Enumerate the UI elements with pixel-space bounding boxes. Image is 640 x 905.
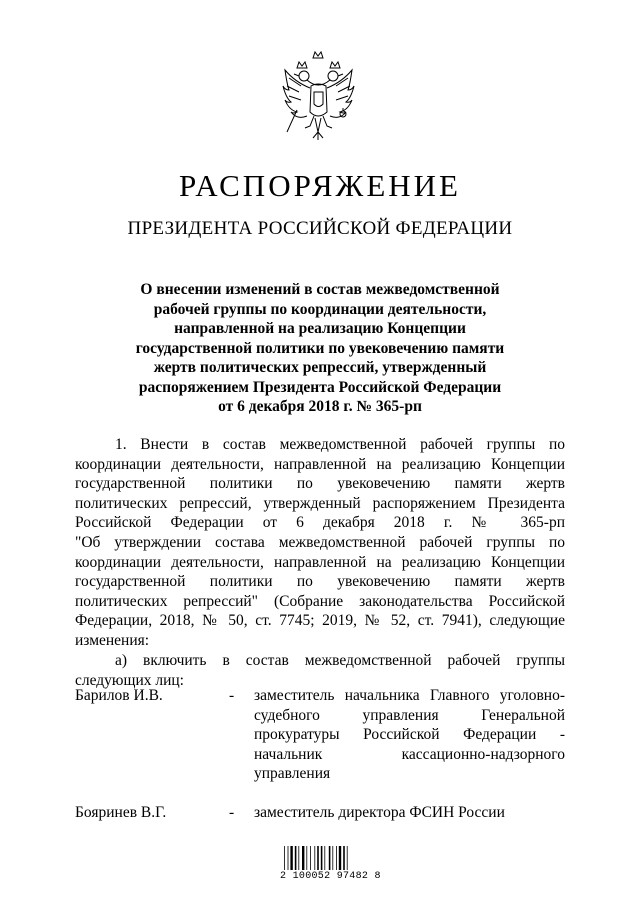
barcode-bar [306, 846, 307, 870]
coat-of-arms-icon [277, 50, 360, 150]
barcode-number: 2 100052 97482 8 [280, 871, 381, 882]
member-name: Барилов И.В. [75, 687, 163, 704]
document-type-heading: РАСПОРЯЖЕНИЕ [179, 168, 461, 203]
title-line: направленной на реализацию Концепции [174, 320, 466, 337]
barcode-bar [332, 846, 333, 870]
member-position [254, 803, 565, 823]
barcode-bar [324, 846, 325, 870]
paragraph-line: "Об утверждении состава межведомственной рабочей группы по [75, 533, 565, 551]
paragraph-1 [75, 435, 565, 651]
paragraph-line: следующих лиц: [75, 671, 184, 689]
barcode-bar [329, 846, 331, 870]
barcode-bar [284, 846, 285, 870]
paragraph-line: политических репрессий" (Собрание законодательства Российской [75, 592, 565, 610]
entry-dash: - [229, 687, 235, 704]
barcode-bar [295, 846, 297, 870]
paragraph-line: изменения: [75, 631, 150, 649]
barcode-bar [302, 846, 304, 870]
paragraph-line: 1. Внести в состав межведомственной рабочей группы по [115, 436, 565, 453]
title-line: жертв политических репрессий, утвержденный [153, 359, 487, 376]
paragraph-line: Российской Федерации от 6 декабря 2018 г. № 365-рп [75, 514, 565, 532]
position-line: управления [254, 765, 331, 783]
barcode-bar [343, 846, 345, 870]
barcode-bar [339, 846, 341, 870]
position-line: заместитель начальника Главного уголовно- [254, 687, 565, 704]
paragraph-line: государственной политики по увековечению памяти жертв [75, 475, 565, 493]
paragraph-line: политических репрессий, утвержденный распоряжением Президента [75, 494, 565, 512]
paragraph-2 [75, 651, 565, 690]
document-title [100, 280, 540, 417]
barcode-bar [347, 846, 348, 870]
paragraph-line: государственной политики по увековечению памяти жертв [75, 573, 565, 591]
barcode-bar [290, 846, 292, 870]
paragraph-line: координации деятельности, направленной на реализацию Концепции [75, 553, 565, 571]
issuer-heading: ПРЕЗИДЕНТА РОССИЙСКОЙ ФЕДЕРАЦИИ [127, 218, 513, 239]
paragraph-line: координации деятельности, направленной на реализацию Концепции [75, 455, 565, 473]
barcode-bar [314, 846, 315, 870]
member-name: Бояринев В.Г. [75, 804, 167, 821]
entry-dash: - [229, 804, 235, 821]
position-line: заместитель директора ФСИН России [254, 804, 505, 821]
barcode-bar [298, 846, 299, 870]
position-line: начальник кассационно-надзорного [254, 745, 565, 763]
position-line: судебного управления Генеральной [254, 706, 565, 724]
title-line: рабочей группы по координации деятельности, [153, 300, 487, 318]
position-line: прокуратуры Российской Федерации - [254, 726, 565, 744]
paragraph-line: а) включить в состав межведомственной рабочей группы [115, 652, 565, 669]
barcode-bar [336, 846, 337, 870]
title-line: распоряжением Президента Российской Федерации [138, 378, 502, 396]
barcode-bar [321, 846, 323, 870]
member-position [254, 686, 565, 784]
title-line: от 6 декабря 2018 г. № 365-рп [218, 398, 422, 415]
title-line: государственной политики по увековечению памяти [135, 339, 505, 357]
title-line: О внесении изменений в состав межведомственной [140, 281, 500, 298]
barcode-bar [317, 846, 319, 870]
barcode-bar [288, 846, 289, 870]
barcode-bar [310, 846, 311, 870]
paragraph-line: Федерации, 2018, № 50, ст. 7745; 2019, № 52, ст. 7941), следующие [75, 612, 565, 630]
